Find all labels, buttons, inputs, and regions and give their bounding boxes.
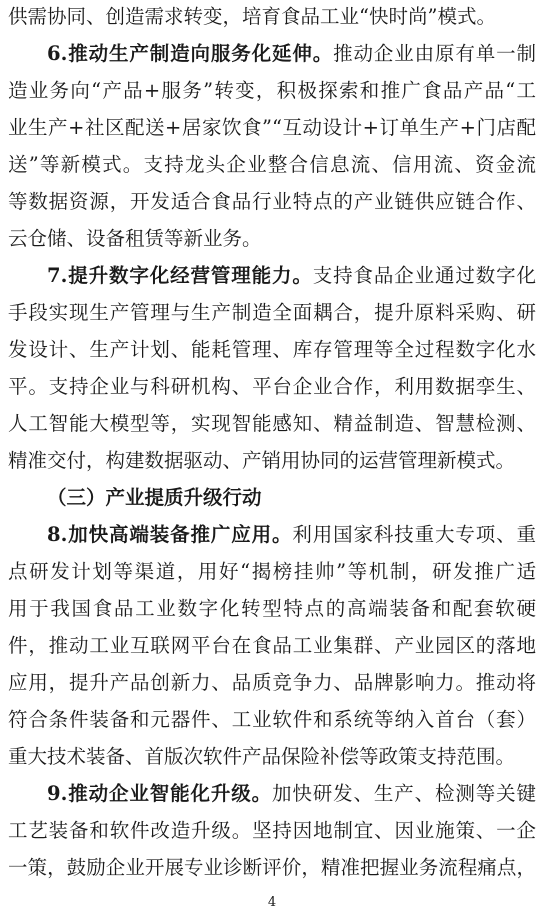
text-line-18: 件，推动工业互联网平台在食品工业集群、产业园区的落地	[8, 634, 536, 657]
text-line-17: 用于我国食品工业数字化转型特点的高端装备和配套软硬	[8, 597, 536, 620]
text-line-5: 送”等新模式。支持龙头企业整合信息流、信用流、资金流	[8, 153, 536, 176]
text-line-20: 符合条件装备和元器件、工业软件和系统等纳入首台（套）	[8, 708, 536, 731]
text-line-24: 一策，鼓励企业开展专业诊断评价，精准把握业务流程痛点，	[8, 856, 536, 879]
paragraph-8-heading: 8.加快高端装备推广应用。	[47, 523, 293, 546]
text-line-6: 等数据资源，开发适合食品行业特点的产业链供应链合作、	[8, 190, 536, 213]
text-line-13: 精准交付，构建数据驱动、产销用协同的运营管理新模式。	[8, 449, 516, 472]
paragraph-6-lead-text: 推动企业由原有单一制	[333, 42, 536, 65]
page-number: 4	[267, 895, 277, 910]
paragraph-9-lead-text: 加快研发、生产、检测等关键	[271, 782, 536, 805]
paragraph-9-heading: 9.推动企业智能化升级。	[47, 782, 272, 805]
text-line-19: 应用，提升产品创新力、品质竞争力、品牌影响力。推动将	[8, 671, 536, 694]
text-line-10: 发设计、生产计划、能耗管理、库存管理等全过程数字化水	[8, 338, 536, 361]
paragraph-7-first-line	[8, 263, 536, 289]
text-line-3: 造业务向“产品+服务”转变，积极探索和推广食品产品“工	[8, 79, 536, 102]
paragraph-7-lead-text: 支持食品企业通过数字化	[312, 264, 536, 287]
text-line-4: 业生产+社区配送+居家饮食”“互动设计+订单生产+门店配	[8, 116, 536, 139]
text-line-11: 平。支持企业与科研机构、平台企业合作，利用数据孪生、	[8, 375, 536, 398]
section-heading-3: （三）产业提质升级行动	[47, 486, 262, 509]
text-line-21: 重大技术装备、首版次软件产品保险补偿等政策支持范围。	[8, 745, 516, 768]
paragraph-8-first-line	[8, 522, 536, 548]
paragraph-9-first-line	[8, 781, 536, 807]
text-line-12: 人工智能大模型等，实现智能感知、精益制造、智慧检测、	[8, 412, 536, 435]
paragraph-7-heading: 7.提升数字化经营管理能力。	[47, 264, 313, 287]
text-line-1: 供需协同、创造需求转变，培育食品工业“快时尚”模式。	[8, 5, 496, 28]
text-line-9: 手段实现生产管理与生产制造全面耦合，提升原料采购、研	[8, 301, 536, 324]
text-line-23: 工艺装备和软件改造升级。坚持因地制宜、因业施策、一企	[8, 819, 536, 842]
paragraph-6-heading: 6.推动生产制造向服务化延伸。	[47, 42, 334, 65]
text-line-7: 云仓储、设备租赁等新业务。	[8, 227, 262, 250]
text-line-16: 点研发计划等渠道，用好“揭榜挂帅”等机制，研发推广适	[8, 560, 536, 583]
paragraph-8-lead-text: 利用国家科技重大专项、重	[292, 523, 536, 546]
paragraph-6-first-line	[8, 41, 536, 67]
